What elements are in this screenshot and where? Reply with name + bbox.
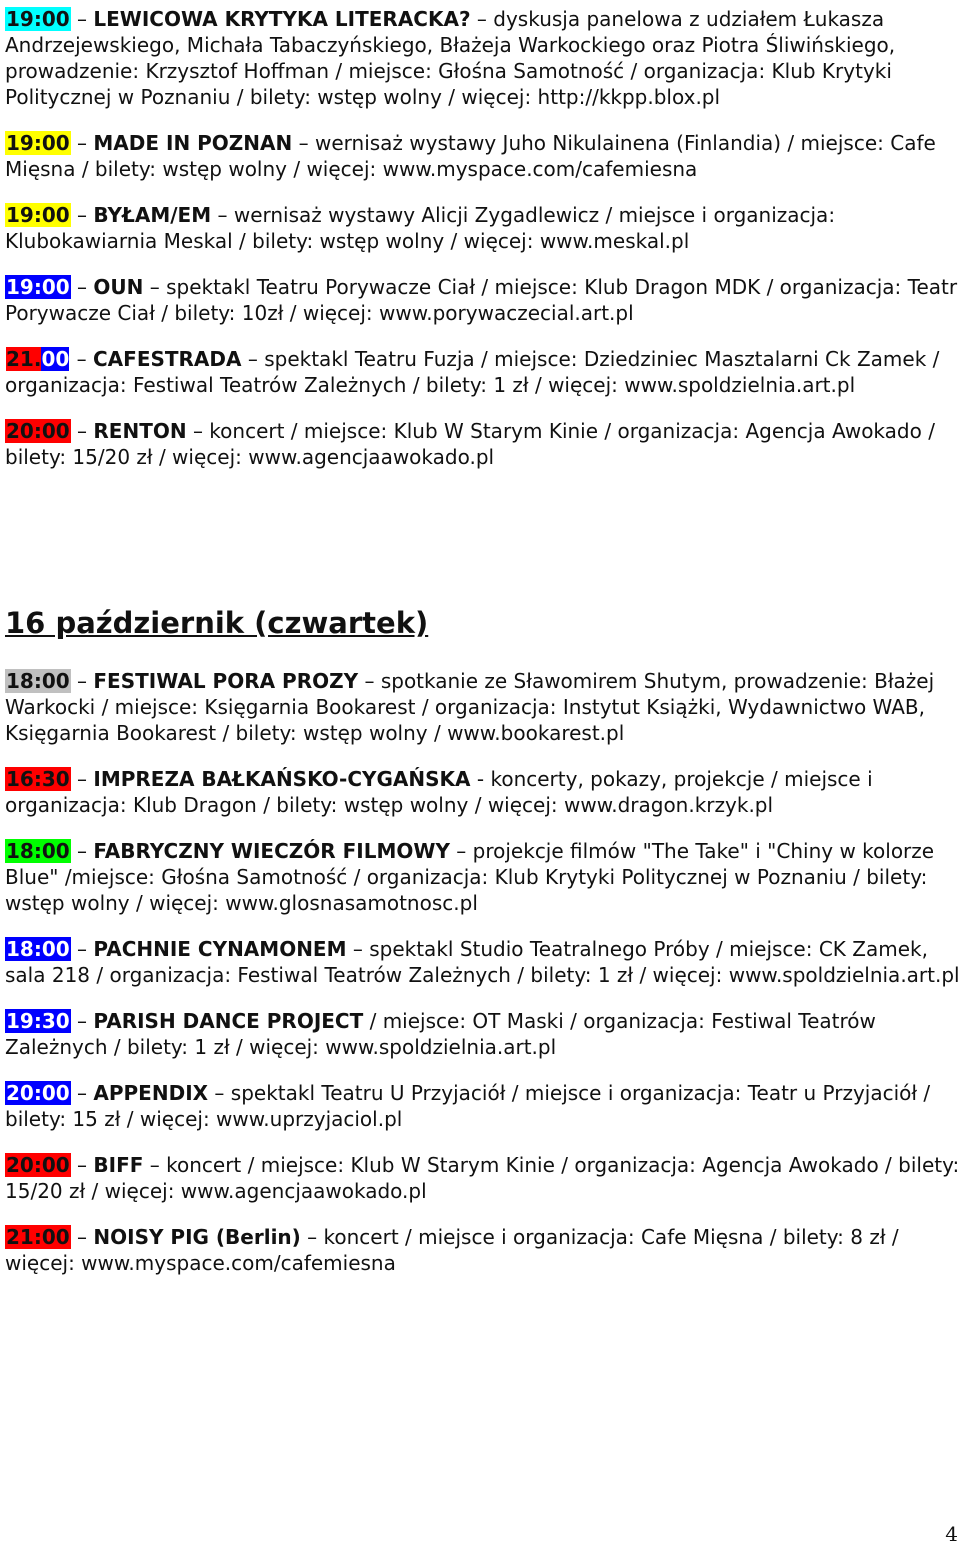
event-name: PARISH DANCE PROJECT — [93, 1009, 364, 1033]
dash: – — [192, 419, 203, 443]
event-time: 18:00 — [6, 937, 70, 961]
event-name: FESTIWAL PORA PROZY — [93, 669, 359, 693]
event-item — [5, 6, 960, 110]
dash: – — [307, 1225, 318, 1249]
event-desc: koncert / miejsce: Klub W Starym Kinie / organizacja: Agencja Awokado / bilety: 15/20 zł / więcej: www.agencjaawokado.pl — [5, 419, 935, 469]
dash: – — [77, 131, 94, 155]
event-item — [5, 202, 960, 254]
event-name: BYŁAM/EM — [93, 203, 212, 227]
event-name: CAFESTRADA — [93, 347, 242, 371]
event-name: OUN — [93, 275, 144, 299]
event-desc: wernisaż wystawy Alicji Zygadlewicz / miejsce i organizacja: Klubokawiarnia Meskal / bilety: wstęp wolny / więcej: www.meskal.pl — [5, 203, 836, 253]
event-desc: - koncerty, pokazy, projekcje / miejsce i organizacja: Klub Dragon / bilety: wstęp wolny / więcej: www.dragon.krzyk.pl — [5, 767, 873, 817]
event-item — [5, 1080, 960, 1132]
events-top-list — [5, 6, 960, 490]
event-name: PACHNIE CYNAMONEM — [93, 937, 347, 961]
event-name: APPENDIX — [93, 1081, 209, 1105]
event-time: 19:00 — [6, 275, 70, 299]
event-desc: spektakl Teatru U Przyjaciół / miejsce i organizacja: Teatr u Przyjaciół / bilety: 15 zł / więcej: www.uprzyjaciol.pl — [5, 1081, 931, 1131]
event-item — [5, 766, 960, 818]
event-time: 21:00 — [6, 1225, 70, 1249]
event-item — [5, 838, 960, 916]
dash: – — [476, 7, 487, 31]
dash: – — [364, 669, 375, 693]
event-desc: / miejsce: OT Maski / organizacja: Festiwal Teatrów Zależnych / bilety: 1 zł / więcej: www.spoldzielnia.art.pl — [5, 1009, 876, 1059]
event-desc: wernisaż wystawy Juho Nikulainena (Finlandia) / miejsce: Cafe Mięsna / bilety: wstęp wolny / więcej: www.myspace.com/cafemiesna — [5, 131, 936, 181]
event-time: 21.00 — [6, 347, 70, 371]
dash: – — [77, 203, 94, 227]
event-name: MADE IN POZNAN — [93, 131, 293, 155]
event-item — [5, 346, 960, 398]
event-name: NOISY PIG (Berlin) — [93, 1225, 301, 1249]
event-time: 20:00 — [6, 419, 70, 443]
dash: – — [77, 419, 94, 443]
event-desc: spektakl Teatru Porywacze Ciał / miejsce: Klub Dragon MDK / organizacja: Teatr Porywacze Ciał / bilety: 10zł / więcej: www.porywaczecial.art.pl — [5, 275, 958, 325]
event-time: 19:30 — [6, 1009, 70, 1033]
dash: – — [77, 7, 94, 31]
event-name: LEWICOWA KRYTYKA LITERACKA? — [93, 7, 471, 31]
dash: – — [77, 1009, 94, 1033]
event-item — [5, 418, 960, 470]
event-time: 19:00 — [6, 203, 70, 227]
event-time: 16:30 — [6, 767, 70, 791]
event-item — [5, 274, 960, 326]
event-name: BIFF — [93, 1153, 144, 1177]
event-desc: koncert / miejsce i organizacja: Cafe Mięsna / bilety: 8 zł / więcej: www.myspace.com/cafemiesna — [5, 1225, 899, 1275]
dash: – — [77, 275, 94, 299]
event-desc: koncert / miejsce: Klub W Starym Kinie / organizacja: Agencja Awokado / bilety: 15/20 zł / więcej: www.agencjaawokado.pl — [5, 1153, 960, 1203]
event-item — [5, 936, 960, 988]
dash: – — [214, 1081, 225, 1105]
dash: – — [352, 937, 363, 961]
event-desc: projekcje filmów "The Take" i "Chiny w kolorze Blue" /miejsce: Głośna Samotność / organizacja: Klub Krytyki Politycznej w Poznaniu / bilety: wstęp wolny / więcej: www.glosnasamotnosc.pl — [5, 839, 935, 915]
dash: – — [149, 275, 160, 299]
day-heading: 16 październik (czwartek) — [5, 606, 429, 640]
event-time: 19:00 — [6, 131, 70, 155]
event-item — [5, 1152, 960, 1204]
event-item — [5, 1224, 960, 1276]
event-time: 19:00 — [6, 7, 70, 31]
dash: – — [77, 1225, 94, 1249]
dash: – — [77, 937, 94, 961]
event-desc: spektakl Studio Teatralnego Próby / miejsce: CK Zamek, sala 218 / organizacja: Festiwal Teatrów Zależnych / bilety: 1 zł / więcej: www.spoldzielnia.art.pl — [5, 937, 960, 987]
dash: – — [149, 1153, 160, 1177]
dash: – — [77, 839, 94, 863]
dash: – — [456, 839, 467, 863]
event-desc: spektakl Teatru Fuzja / miejsce: Dziedziniec Masztalarni Ck Zamek / organizacja: Festiwal Teatrów Zależnych / bilety: 1 zł / więcej: www.spoldzielnia.art.pl — [5, 347, 940, 397]
dash: – — [77, 1153, 94, 1177]
event-name: RENTON — [93, 419, 187, 443]
event-desc: dyskusja panelowa z udziałem Łukasza Andrzejewskiego, Michała Tabaczyńskiego, Błażeja Warkockiego oraz Piotra Śliwińskiego, prowadzenie: Krzysztof Hoffman / miejsce: Głośna Samotność / organizacja: Klub Krytyki Politycznej w Poznaniu / bilety: wstęp wolny / więcej: http://kkpp.blox.pl — [5, 7, 896, 109]
event-item — [5, 130, 960, 182]
event-name: IMPREZA BAŁKAŃSKO-CYGAŃSKA — [93, 767, 471, 791]
event-time: 20:00 — [6, 1081, 70, 1105]
dash: – — [77, 767, 94, 791]
event-item — [5, 1008, 960, 1060]
event-time: 18:00 — [6, 669, 70, 693]
event-time: 20:00 — [6, 1153, 70, 1177]
event-name: FABRYCZNY WIECZÓR FILMOWY — [93, 839, 450, 863]
event-time: 18:00 — [6, 839, 70, 863]
event-desc: spotkanie ze Sławomirem Shutym, prowadzenie: Błażej Warkocki / miejsce: Księgarnia Bookarest / organizacja: Instytut Książki, Wydawnictwo WAB, Księgarnia Bookarest / bilety: wstęp wolny / www.bookarest.pl — [5, 669, 935, 745]
dash: – — [247, 347, 258, 371]
event-item — [5, 668, 960, 746]
page-number: 4 — [945, 1522, 958, 1546]
dash: – — [77, 669, 94, 693]
dash: – — [217, 203, 228, 227]
dash: – — [77, 1081, 94, 1105]
dash: – — [76, 347, 93, 371]
dash: – — [298, 131, 309, 155]
events-day-list — [5, 668, 960, 1296]
